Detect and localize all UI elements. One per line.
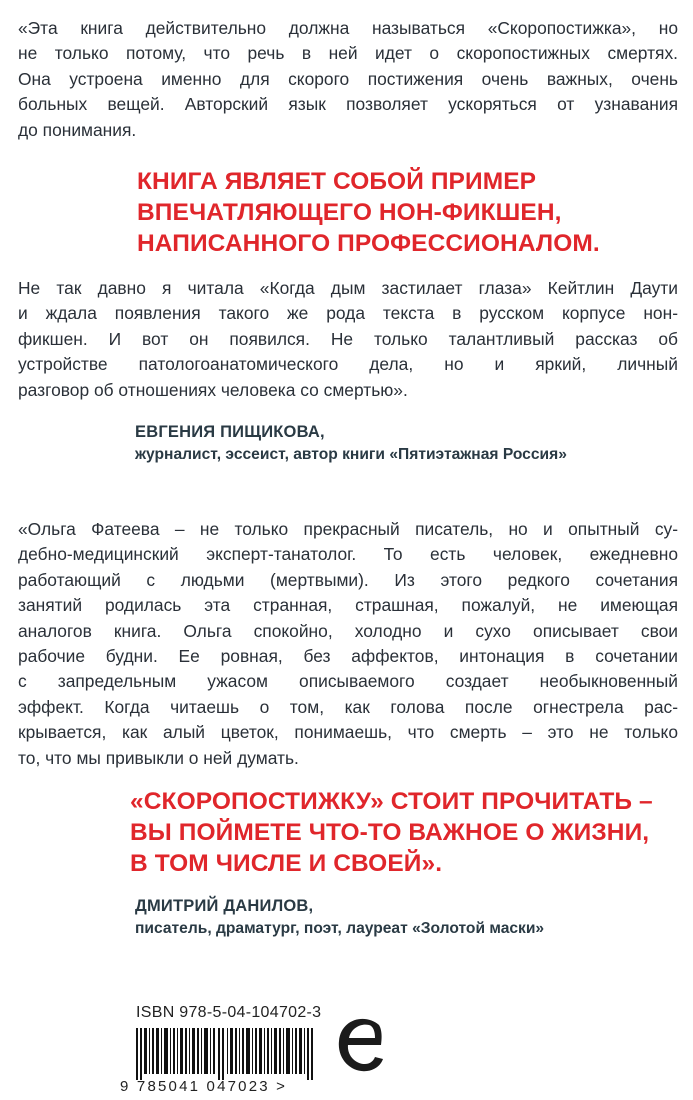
pull-quote-line: КНИГА ЯВЛЯЕТ СОБОЙ ПРИМЕР	[137, 168, 537, 195]
text-line: устройстве патологоанатомического дела, но и яркий, личный	[18, 354, 678, 375]
pull-quote-2	[130, 786, 653, 879]
text-line: разговор об отношениях человека со смертью».	[18, 379, 408, 400]
text-line: с запредельным ужасом описываемого создает необыкновенный	[18, 671, 678, 692]
text-line: Не так давно я читала «Когда дым застилает глаза» Кейтлин Даути	[18, 278, 678, 298]
review-2-author	[135, 894, 544, 940]
author-name: ЕВГЕНИЯ ПИЩИКОВА,	[135, 423, 325, 441]
eksmo-logo-icon	[335, 1015, 387, 1077]
pull-quote-line: В ТОМ ЧИСЛЕ И СВОЕЙ».	[130, 850, 443, 877]
text-line: аналогов книга. Ольга спокойно, холодно и сухо описывает свои	[18, 620, 678, 641]
text-line: до понимания.	[18, 119, 137, 140]
text-line: фикшен. И вот он появился. Не только талантливый рассказ об	[18, 328, 678, 349]
author-role: журналист, эссеист, автор книги «Пятиэтажная Россия»	[135, 446, 567, 463]
text-line: не только потому, что речь в ней идет о скоропостижных смертях.	[18, 43, 678, 64]
review-1-body	[18, 276, 678, 403]
text-line: дебно-медицинский эксперт-танатолог. То есть человек, ежедневно	[18, 544, 678, 565]
pull-quote-line: НАПИСАННОГО ПРОФЕССИОНАЛОМ.	[137, 230, 600, 257]
author-role: писатель, драматург, поэт, лауреат «Золотой маски»	[135, 920, 545, 937]
pull-quote-line: ВЫ ПОЙМЕТЕ ЧТО-ТО ВАЖНОЕ О ЖИЗНИ,	[130, 819, 650, 846]
pull-quote-line: «СКОРОПОСТИЖКУ» СТОИТ ПРОЧИТАТЬ –	[130, 788, 653, 815]
text-line: «Ольга Фатеева – не только прекрасный писатель, но и опытный су-	[18, 519, 678, 539]
text-line: то, что мы привыкли о ней думать.	[18, 747, 299, 768]
text-line: больных вещей. Авторский язык позволяет ускоряться от узнавания	[18, 94, 678, 115]
text-line: и ждала появления такого же рода текста в русском корпусе нон-	[18, 303, 678, 324]
text-line: занятий родилась эта странная, страшная, пожалуй, не имеющая	[18, 595, 678, 616]
author-name: ДМИТРИЙ ДАНИЛОВ,	[135, 897, 314, 915]
isbn-barcode	[120, 1004, 330, 1096]
isbn-label: ISBN 978-5-04-104702-3	[136, 1004, 322, 1021]
text-line: эффект. Когда читаешь о том, как голова после огнестрела рас-	[18, 696, 678, 717]
review-2-body	[18, 517, 678, 771]
review-1-author	[135, 420, 567, 466]
pull-quote-line: ВПЕЧАТЛЯЮЩЕГО НОН-ФИКШЕН,	[137, 199, 562, 226]
text-line: рабочие будни. Ее ровная, без аффектов, интонация в сочетании	[18, 646, 678, 667]
barcode-digits: 9 785041 047023 >	[120, 1078, 288, 1095]
text-line: работающий с людьми (мертвыми). Из этого редкого сочетания	[18, 569, 678, 590]
text-line: Она устроена именно для скорого постижения очень важных, очень	[18, 68, 678, 89]
review-1-intro	[18, 16, 678, 143]
text-line: «Эта книга действительно должна называться «Скоропостижка», но	[18, 18, 678, 38]
pull-quote-1	[137, 166, 600, 259]
text-line: крывается, как алый цветок, понимаешь, что смерть – это не только	[18, 722, 678, 743]
barcode-bars	[136, 1028, 318, 1080]
